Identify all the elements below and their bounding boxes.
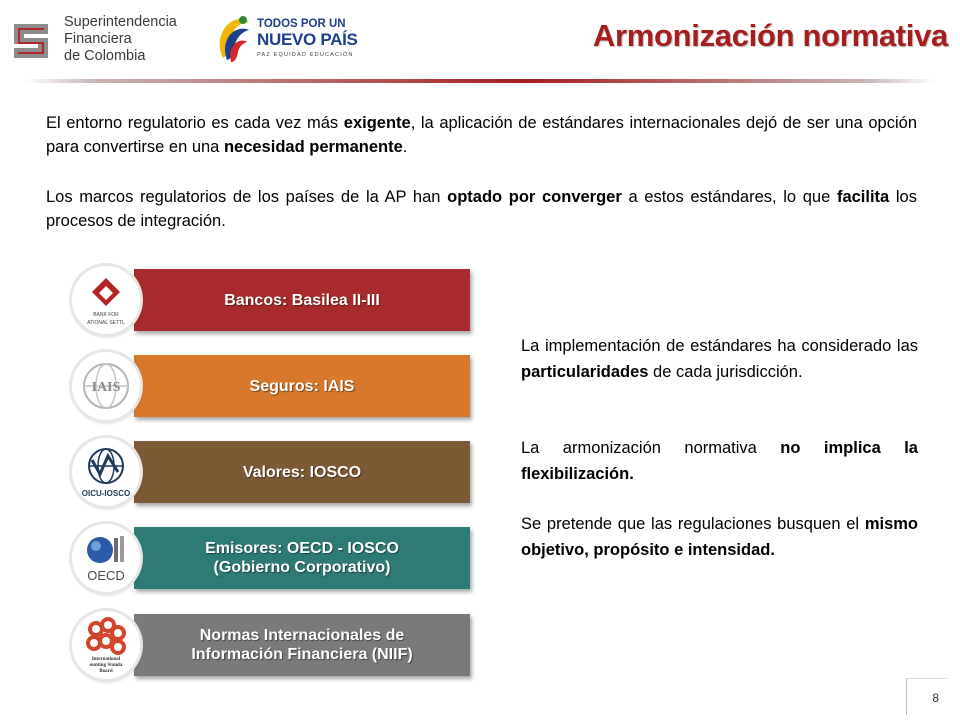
gov-slogan-line1: TODOS POR UN <box>257 18 346 30</box>
ifrs-logo-text-3: Board <box>99 669 113 674</box>
body-text: Los marcos regulatorios de los países de la AP han <box>46 188 448 206</box>
ifrs-logo-text-2: ounting Standa <box>89 663 123 668</box>
standard-row-issuers <box>72 527 472 591</box>
standard-banner: Seguros: IAIS <box>134 355 470 417</box>
body-text: . <box>402 138 408 156</box>
bis-logo-text-2: ATIONAL SETTL <box>87 320 125 326</box>
standard-row-insurance <box>72 355 472 419</box>
emphasis-text: exigente <box>343 114 411 132</box>
iais-logo-icon <box>72 352 140 420</box>
page-title: Armonización normativa <box>592 18 948 53</box>
gov-slogan-sub: PAZ EQUIDAD EDUCACIÓN <box>257 52 354 58</box>
standard-row-banking <box>72 269 472 333</box>
page-number: 8 <box>932 691 939 705</box>
header-divider <box>24 79 936 83</box>
ifrs-logo-icon <box>72 611 140 679</box>
gov-slogan-line2: NUEVO PAÍS <box>257 30 358 49</box>
bis-logo-text-1: BANK FOR <box>93 312 119 318</box>
body-text: Se pretende que las regulaciones busquen el <box>521 515 865 533</box>
right-paragraph-3 <box>521 511 918 563</box>
standard-banner: Bancos: Basilea II-III <box>134 269 470 331</box>
intro-paragraph-1 <box>46 111 917 159</box>
org-line3: de Colombia <box>64 48 146 64</box>
body-text: los procesos de integración. <box>46 188 917 230</box>
intro-paragraph-2 <box>46 185 917 233</box>
standard-row-ifrs <box>72 614 472 678</box>
iosco-logo-text: OICU-IOSCO <box>81 489 131 498</box>
body-text: de cada jurisdicción. <box>648 363 803 381</box>
iosco-logo-icon <box>72 438 140 506</box>
org-line1: Superintendencia <box>64 14 177 30</box>
standard-banner: Emisores: OECD - IOSCO (Gobierno Corporativo) <box>134 527 470 589</box>
right-paragraph-2 <box>521 435 918 487</box>
emphasis-text: mismo objetivo, propósito e intensidad. <box>521 515 918 559</box>
emphasis-text: facilita <box>836 188 890 206</box>
emphasis-text: no implica la flexibilización. <box>521 439 918 483</box>
gobierno-logo <box>213 10 373 68</box>
emphasis-text: particularidades <box>521 363 649 381</box>
superintendencia-name <box>64 14 177 65</box>
standard-banner: Valores: IOSCO <box>134 441 470 503</box>
emphasis-text: optado por converger <box>447 188 622 206</box>
body-text: La implementación de estándares ha considerado las <box>521 337 918 355</box>
superintendencia-logo <box>8 12 188 66</box>
page-number-box <box>906 678 947 715</box>
org-line2: Financiera <box>64 31 132 47</box>
emphasis-text: necesidad permanente <box>223 138 403 156</box>
body-text: La armonización normativa <box>521 439 781 457</box>
body-text: , la aplicación de estándares internacionales dejó de ser una opción para convertirse en una <box>46 114 917 156</box>
right-paragraph-1 <box>521 333 918 385</box>
oecd-logo-icon <box>72 524 140 592</box>
superintendencia-emblem-icon <box>8 18 54 64</box>
standard-row-securities <box>72 441 472 505</box>
ifrs-logo-text-1: International <box>91 657 121 662</box>
body-text: El entorno regulatorio es cada vez más <box>46 114 344 132</box>
gobierno-bird-icon <box>213 12 253 66</box>
body-text: a estos estándares, lo que <box>621 188 837 206</box>
bis-logo-icon <box>72 266 140 334</box>
standard-banner: Normas Internacionales de Información Financiera (NIIF) <box>134 614 470 676</box>
iais-logo-text: IAIS <box>91 380 121 395</box>
oecd-logo-text: OECD <box>87 568 125 583</box>
